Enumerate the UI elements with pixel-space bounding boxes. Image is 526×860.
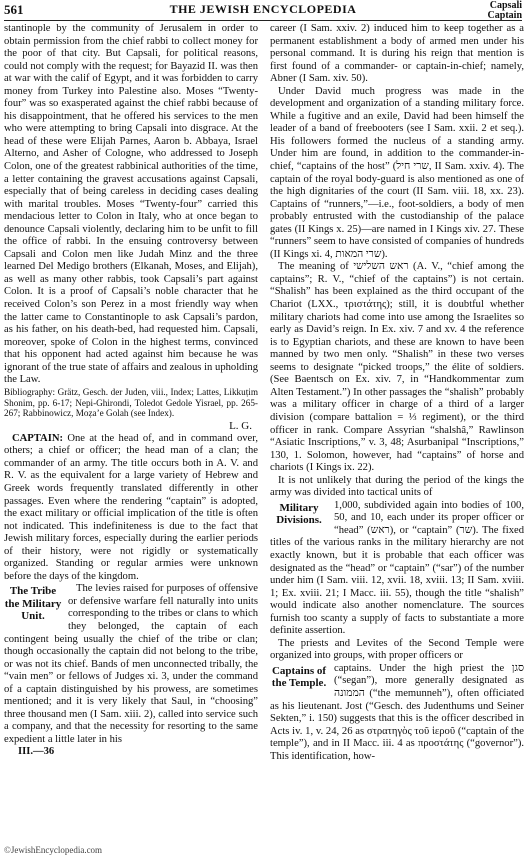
david-paragraph: Under David much progress was made in the development and organization of a standing military force. While a fugitive and an exile, David had been himself the leader of a band of freebooters (see I Sam. xxii. 2 et seq.). His followers formed the nucleus of a standing army. Under him are found, in addition to the commander-in-chief, “captains of the host” (שרי חיל, II Sam. xxiv. 4). The captain of the royal body-guard is also mentioned as one of the high dignitaries of the court (II Sam. viii. 18, xx. 23). Captains of “runners,”—i.e., foot-soldiers, a body of men probably entrusted with the custodianship of the palace gates (II Kings x. 25)—are named in I Kings xiv. 27. These “runners” seem to have consisted of companies of hundreds (II Kings xi. 4, שרי המאות). bbox=[270, 85, 524, 260]
captain-intro bbox=[4, 433, 258, 584]
saul-paragraph: career (I Sam. xxiv. 2) induced him to keep together as a permanent establishment a body of armed men under his personal command. It is during his reign that mention is first found of a commander- or captain-in-chief; namely, Abner (I Sam. xiv. 50). bbox=[270, 23, 524, 85]
footer bbox=[4, 845, 102, 855]
header-rule bbox=[4, 20, 522, 21]
shalish-paragraph: The meaning of ראש השלישי (A. V., “chief among the captains”; R. V., “chief of the captains”) is not certain. “Shalish” has been explained as the third occupant of the Chariot (LXX., τριστάτης); still, it is doubtful whether military chariots had come into use among the Israelites so early as David’s reign. In Ex. xiv. 7 and xv. 4 the reference is to Egyptian chariots, and these are known to have been manned by two men only. “Shalish” in these two verses seems to designate “picked troops,” the élite of soldiers. (See Baentsch on Ex. xiv. 7, in “Handkommentar zum Alten Testament.”) In other passages the “shalish” probably was a military officer in charge of a third of a larger division (compare battalion = ⅓ regiment), or the third officer in rank. Compare Assyrian “shalshâ,” Rawlinson “Asiatic Inscriptions,” v. 3, 48; Asurbanipal “Inscriptions,” 130, 1. Solomon, however, had “captains” of horse and chariots (I Kings ix. 22). bbox=[270, 261, 524, 474]
copyright-notice: ©JewishEncyclopedia.com bbox=[4, 845, 103, 855]
running-title: THE JEWISH ENCYCLOPEDIA bbox=[169, 2, 357, 16]
temple-captains-paragraph: captains. Under the high priest the סגן (“segan”), more generally designated as הממונה (“the memunneh”), often officiated as his lieutenant. Jost (“Gesch. des Judenthums und Seiner Sekten,” i. 150) suggests that this is the officer described in Acts iv. 1, v. 24, 26 as στρατηγὸς τοῦ ἱεροῦ (“captain of the temple”), and in II Macc. iii. 4 as προστάτης (“governor”). This identification, how- bbox=[270, 662, 524, 762]
side-heading-temple: Captains of the Temple. bbox=[271, 664, 327, 690]
kings-paragraph-start: It is not unlikely that during the period of the kings the army was divided into tactical units of bbox=[270, 474, 524, 499]
captain-headword: CAPTAIN: bbox=[12, 432, 64, 444]
page-number: 561 bbox=[4, 2, 24, 17]
volume-mark: III.—36 bbox=[18, 746, 55, 758]
military-divisions-paragraph: 1,000, subdivided again into bodies of 100, 50, and 10, each under its proper officer or “head” (ראש), or “captain” (שר). The fixed titles of the various ranks in the military hierarchy are not exactly known, but it is probable that each officer was designated as the “head” or “captain” (“sar”) of the number under him (I Sam. viii. 12, xvii. 18, xviii. 13; II Sam. xviii. 1; Ex. xviii. 21; I Macc. iii. 55), though the title “shalish” would indicate also another nomenclature. The sources furnish too scanty a supply of facts to substantiate a more definite assertion. bbox=[270, 499, 524, 637]
right-column bbox=[270, 23, 524, 838]
priests-paragraph-start: The priests and Levites of the Second Temple were organized into groups, with proper officers or bbox=[270, 637, 524, 662]
catchword-bottom: Captain bbox=[487, 10, 522, 21]
catchword-top: Capsali bbox=[489, 0, 522, 11]
bibliography: Bibliography: Grätz, Gesch. der Juden, viii., Index; Lattes, Likkuṭim Shonim, pp. 6-17; Nepi-Ghirondi, Toledot Gedole Yisrael, pp. 265-267; Rabbinowicz, Moẓa’e Golah (see Index). bbox=[4, 386, 258, 419]
page-header bbox=[4, 0, 522, 21]
side-heading-military: Military Divisions. bbox=[276, 501, 322, 527]
captain-intro-text: One at the head of, and in command over, others; a chief or officer; the head man of a clan; the commander of an army. The title occurs both in A. V. and R. V. as the equivalent for a large variety of Hebrew and Greek words frequently translated differently in other passages. Even where the rendering “captain” is adopted, the exact military or official implication of the title is often not indicated. This indefiniteness is due to the fact that Jewish military forces, especially during the earlier periods of their history, were not rigidly or systematically organized. Standing or regular armies were unknown before the days of the kingdom. bbox=[4, 432, 258, 582]
author-signature: L. G. bbox=[229, 420, 252, 433]
tribe-paragraph: The levies raised for purposes of offensive or defensive warfare fell naturally into units corresponding to the tribes or clans to which they belonged, the captain of each contingent being usually the chief of the tribe or clan; though occasionally the captain did not belong to the tribe, or was not its chief. Bands of men unconnected tribally, the “vain men” or fellows of Judges xi. 3, under the command of a captain distinguished by his prowess, are sometimes mentioned; and it is very likely that Saul, in “choosing” three thousand men (I Sam. xiii. 2), called into service such a company, and that the necessity for resorting to the same expedient a little later in his bbox=[4, 583, 258, 745]
catchwords bbox=[488, 1, 522, 21]
side-heading-tribe: The Tribe the Military Unit. bbox=[4, 585, 62, 623]
left-column bbox=[4, 23, 258, 838]
capsali-continuation: stantinople by the community of Jerusalem in order to obtain permission from the chief rabbi to collect money for the poor of that city. But Capsali, for political reasons, could not comply with the request; for Bayazid II. was then at war with the calif of Egypt, and it was forbidden to carry money from Turkey into Palestine also. Moses “Twenty-four” was so exasperated against the chief rabbi because of his disappointment, that he offered his services to the men who were attempting to bring Capsali into disgrace. At the head of these were Elijah Parnes, Aaron b. Abbaya, Israel Alterno, and Asher of Cologne, who addressed to Joseph Colon, one of the greatest rabbinical authorities of the time, a letter containing the gravest accusations against Capsali, especially that of being careless in deciding cases dealing with marital troubles. Moses “Twenty-four” carried this mendacious letter to Colon in Italy, who at once began to denounce Capsali violently, declaring him to be unfit to fill the office of rabbi. In the ensuing controversy between Capsali and Colon men like Judah Minz and the three learned Del Medigo brothers (Elkanah, Moses, and Elijah), as well as many other rabbis, took Capsali’s part against Colon. It is a proof of Capsali’s noble character that he received Colon’s son Perez in a most friendly way when the latter came to Constantinople to ask Capsali’s pardon, as his father, on his death-bed, had requested him. Capsali, moreover, spoke of Colon in the highest terms, convinced that his opponent had acted against him because he was ignorant of the true state of affairs and zealous in upholding the Law. bbox=[4, 23, 258, 386]
